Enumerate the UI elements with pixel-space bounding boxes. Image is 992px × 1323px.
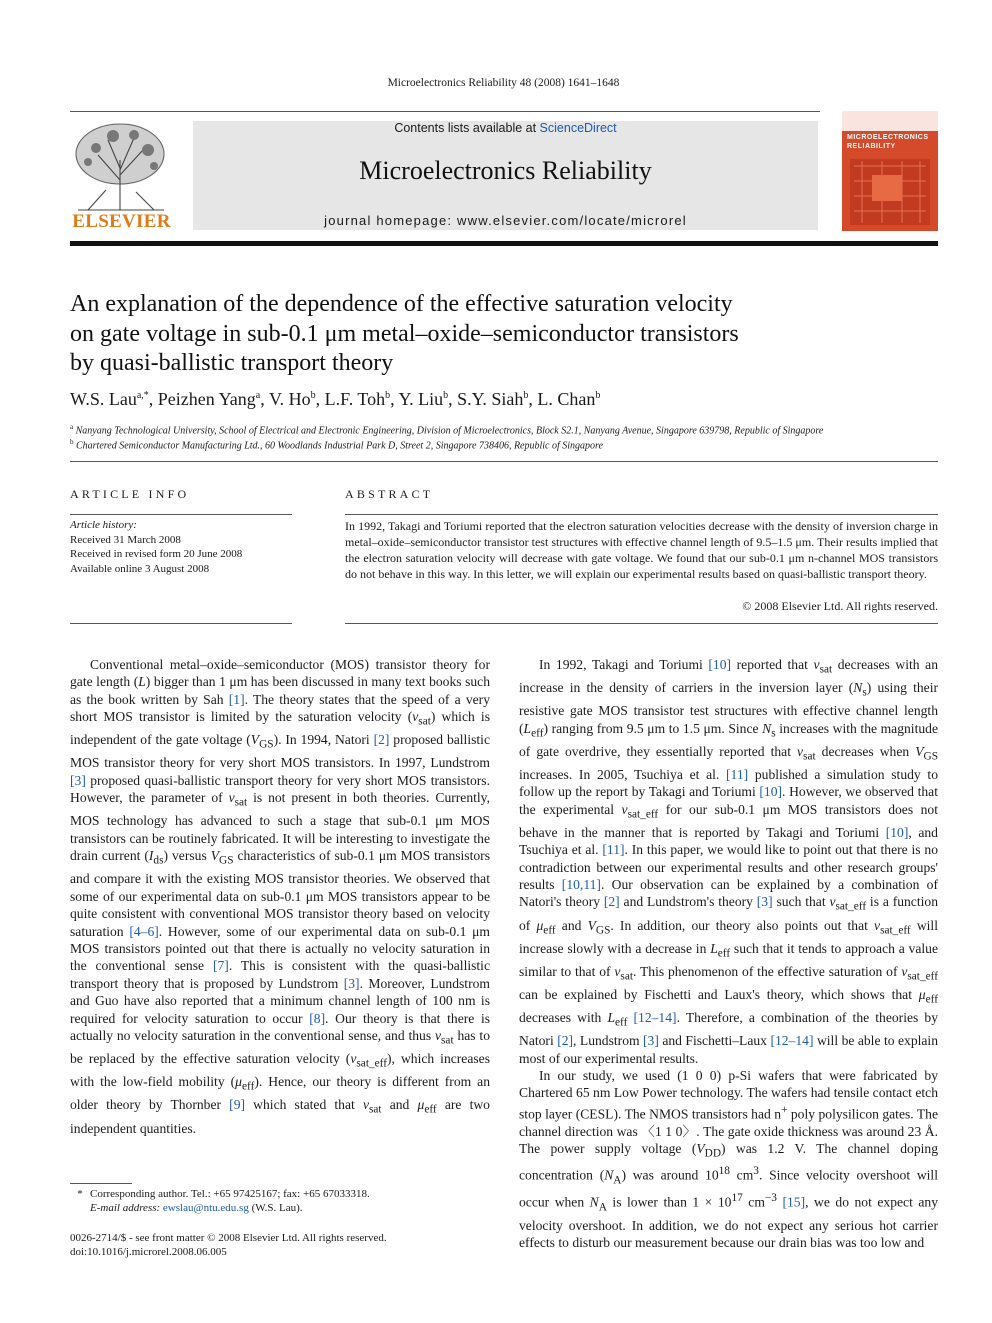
received-date: Received 31 March 2008: [70, 533, 181, 546]
online-date: Available online 3 August 2008: [70, 562, 210, 575]
doi[interactable]: doi:10.1016/j.microrel.2008.06.005: [70, 1246, 227, 1258]
author[interactable]: S.Y. Siah$^b$: [457, 389, 529, 409]
author-list: W.S. Lau$^{a,*}$, Peizhen Yang$^a$, V. Ho$^b$, L.F. Toh$^b$, Y. Liu$^b$, S.Y. Siah$^b$, L. Chan$^b$: [70, 389, 601, 409]
journal-homepage[interactable]: journal homepage: www.elsevier.com/locate/microrel: [324, 213, 687, 228]
body-column-left: [70, 656, 490, 1137]
email-link[interactable]: ewslau@ntu.edu.sg: [162, 1202, 249, 1214]
history-label: Article history:: [70, 519, 137, 531]
article-info-rule: [70, 514, 292, 515]
masthead-rule: [70, 241, 938, 246]
article-info-heading: ARTICLE INFO: [70, 487, 190, 501]
cover-title: [847, 133, 933, 151]
author[interactable]: Peizhen Yang$^a$: [157, 389, 261, 409]
contents-line: [193, 121, 818, 135]
contents-prefix: Contents lists available at: [394, 121, 540, 135]
elsevier-wordmark: ELSEVIER: [72, 211, 171, 232]
abstract-text: In 1992, Takagi and Toriumi reported that the electron saturation velocities decrease with the density of inversion charge in metal–oxide–semiconductor transistor test structures with effective channel length of 9.5–1.5 μm. Their results implied that the electron saturation velocity will decrease with gate voltage. We found that our sub-0.1 μm n-channel MOS transistors do not behave in this way. In this letter, we will explain our experimental results based on quasi-ballistic transport theory.: [345, 519, 938, 581]
revised-date: Received in revised form 20 June 2008: [70, 548, 243, 560]
abstract-copyright: © 2008 Elsevier Ltd. All rights reserved.: [742, 599, 938, 613]
author[interactable]: W.S. Lau$^{a,*}$: [70, 389, 149, 409]
journal-cover-thumbnail: [842, 111, 938, 231]
cover-title-line2: RELIABILITY: [847, 143, 896, 150]
author[interactable]: Y. Liu$^b$: [398, 389, 449, 409]
author[interactable]: L.F. Toh$^b$: [324, 389, 391, 409]
affiliation-b: $^b$ Chartered Semiconductor Manufacturing Ltd., 60 Woodlands Industrial Park D, Street 2, Singapore 738406, Republic of Singapore: [70, 438, 603, 452]
title-line-1: An explanation of the dependence of the effective saturation velocity: [70, 291, 733, 317]
cover-title-line1: MICROELECTRONICS: [847, 134, 929, 141]
footnote-corresponding: * Corresponding author. Tel.: +65 97425167; fax: +65 67033318.: [77, 1188, 370, 1200]
body-paragraph: In our study, we used (1 0 0) p-Si wafers that were fabricated by Chartered 65 nm Low Power technology. The wafers had tensile contact etch stop layer (CESL). The NMOS transistors had n+ poly polysilicon gates. The channel direction was 〈1 1 0〉. The gate oxide thickness was around 23 Å. The power supply voltage $(V_{DD})$ was 1.2 V. The channel doping concentration $(N_A)$ was around $10^{18}$ $cm^3$. Since velocity overshoot will occur when $N_A$ is lower than $1 \times 10^{17}$ $cm^{-3}$ [15], we do not expect any velocity overshoot. In addition, we do not expect any serious hot carrier effects to disturb our measurement because our drain bias was too low and: [519, 1068, 939, 1251]
author[interactable]: L. Chan$^b$: [537, 389, 601, 409]
sciencedirect-link[interactable]: ScienceDirect: [539, 121, 617, 135]
journal-citation: Microelectronics Reliability 48 (2008) 1641–1648: [387, 77, 620, 89]
affiliation-a: $^a$ Nanyang Technological University, School of Electrical and Electronic Engineering, Division of Microelectronics, Block S2.1, Nanyang Avenue, Singapore 639798, Republic of Singapore: [70, 423, 824, 437]
abstract-heading: ABSTRACT: [345, 487, 434, 501]
abstract-bottom-rule: [345, 623, 938, 624]
abstract-rule: [345, 514, 938, 515]
header-rule: [70, 111, 820, 112]
author[interactable]: V. Ho$^b$: [268, 389, 316, 409]
front-matter: 0026-2714/$ - see front matter © 2008 Elsevier Ltd. All rights reserved.: [70, 1232, 387, 1244]
article-info-bottom-rule: [70, 623, 292, 624]
title-line-2: on gate voltage in sub-0.1 μm metal–oxide–semiconductor transistors: [70, 320, 739, 347]
article-title: [70, 290, 850, 379]
journal-title: Microelectronics Reliability: [359, 156, 652, 185]
title-line-3: by quasi-ballistic transport theory: [70, 350, 394, 376]
article-history: [70, 518, 292, 576]
body-paragraph: In 1992, Takagi and Toriumi [10] reported that $v_{sat}$ decreases with an increase in the density of carriers in the inversion layer $(N_s)$ using their resistive gate MOS transistor test structures with effective channel length $(L_{eff})$ ranging from 9.5 μm to 1.5 μm. Since $N_s$ increases with the magnitude of gate overdrive, they essentially reported that $v_{sat}$ decreases when $V_{GS}$ increases. In 2005, Tsuchiya et al. [11] published a simulation study to follow up the report by Takagi and Toriumi [10]. However, we observed that the experimental $v_{sat\_eff}$ for our sub-0.1 μm MOS transistors does not behave in the manner that is reported by Takagi and Toriumi [10], and Tsuchiya et al. [11]. In this paper, we would like to point out that there is no contradiction between our experimental results and other research groups' results [10,11]. Our observation can be explained by a combination of Natori's theory [2] and Lundstrom's theory [3] such that $v_{sat\_eff}$ is a function of $\mu_{eff}$ and $V_{GS}$. In addition, our theory also points out that $v_{sat\_eff}$ will increase slowly with a decrease in $L_{eff}$ such that it tends to approach a value similar to that of $v_{sat}$. This phenomenon of the effective saturation of $v_{sat\_eff}$ can be explained by Fischetti and Laux's theory, which shows that $\mu_{eff}$ decreases with $L_{eff}$ [12–14]. Therefore, a combination of the theories by Natori [2], Lundstrom [3] and Fischetti–Laux [12–14] will be able to explain most of our experimental results.: [519, 657, 939, 1066]
body-column-right: [519, 656, 938, 1251]
footnote-email: E-mail address: ewslau@ntu.edu.sg (W.S. Lau).: [90, 1202, 303, 1214]
body-paragraph: Conventional metal–oxide–semiconductor (MOS) transistor theory for gate length (L) bigger than 1 μm has been discussed in many text books such as the book written by Sah [1]. The theory states that the speed of a very short MOS transistor is limited by the saturation velocity $(v_{sat})$ which is independent of the gate voltage $(V_{GS})$. In 1994, Natori [2] proposed ballistic MOS transistor theory for very short MOS transistors. In 1997, Lundstrom [3] proposed quasi-ballistic transport theory for very short MOS transistors. However, the parameter of $v_{sat}$ is not present in both theories. Currently, MOS technology has advanced to such a stage that sub-0.1 μm MOS transistors can be routinely fabricated. It will be interesting to investigate the drain current $(I_{ds})$ versus $V_{GS}$ characteristics of sub-0.1 μm MOS transistors and compare it with the existing MOS transistor theories. We observed that some of our experimental data on sub-0.1 μm MOS transistors appear to be quite consistent with conventional MOS transistor theory based on velocity saturation [4–6]. However, some of our experimental data on sub-0.1 μm MOS transistors pointed out that there is actually no velocity saturation in the conventional sense [7]. This is consistent with the quasi-ballistic transport theory that is proposed by Lundstrom [3]. Moreover, Lundstrom and Guo have also reported that a minimum channel length of 100 nm is required for velocity saturation to occur [8]. Our theory is that there is actually no velocity saturation in the conventional sense, and thus $v_{sat}$ has to be replaced by the effective saturation velocity $(v_{sat\_eff})$, which increases with the low-field mobility $(\mu_{eff})$. Hence, our theory is different from an older theory by Thornber [9] which stated that $v_{sat}$ and $\mu_{eff}$ are two independent quantities.: [70, 657, 491, 1136]
section-rule: [70, 461, 938, 462]
footnote-rule: [70, 1183, 132, 1184]
